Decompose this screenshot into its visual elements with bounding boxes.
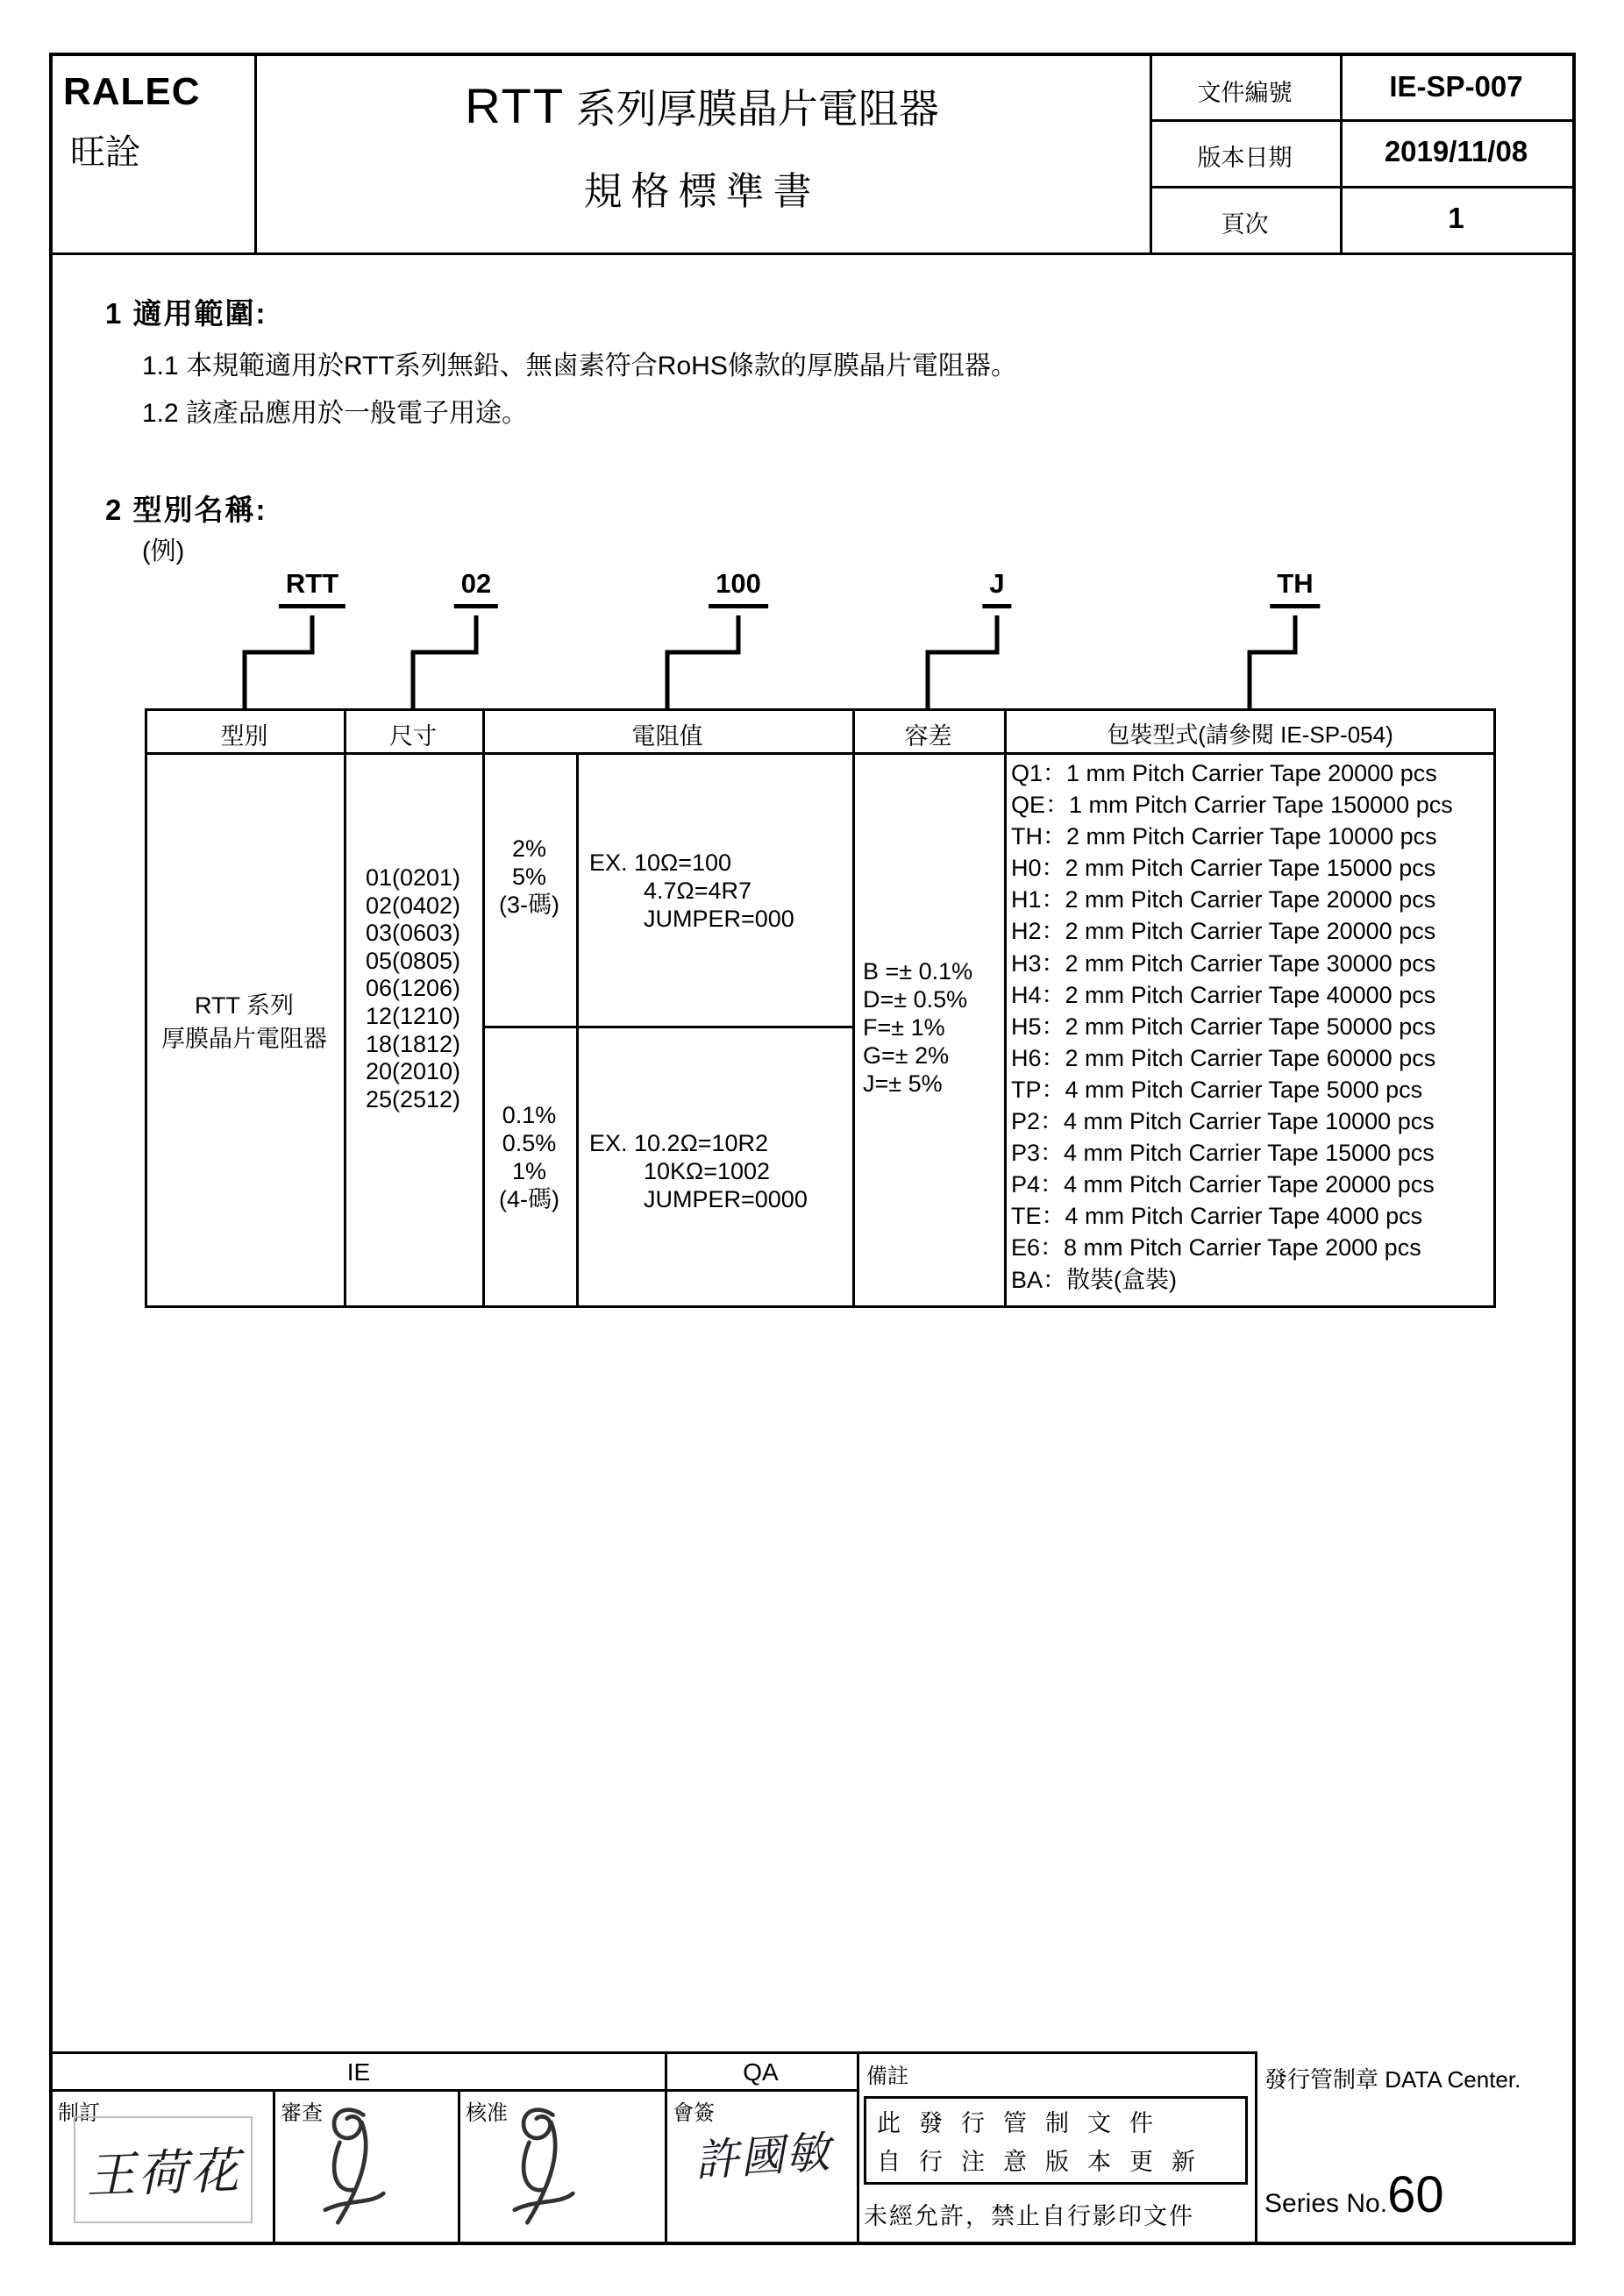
footer-divider-remark: [857, 2051, 859, 2244]
company-name-chinese: 旺詮: [70, 133, 140, 172]
packaging-list: [1011, 757, 1493, 1296]
size-item: 03(0603): [365, 920, 461, 947]
footer-header-line: [53, 2089, 857, 2092]
footer-remark-label: 備註: [866, 2065, 908, 2088]
tolerance-line: 2%: [511, 835, 547, 862]
footer-sign-divider-2: [458, 2089, 460, 2244]
packaging-item: TE：4 mm Pitch Carrier Tape 4000 pcs: [1011, 1203, 1423, 1230]
remark-line-2: 自行注意版本更新: [877, 2149, 1214, 2175]
page-no-label: 頁次: [1221, 211, 1269, 238]
code-label-packaging: TH: [1270, 568, 1320, 608]
resistance-mid-line: [482, 1026, 852, 1028]
remark-box: [864, 2096, 1248, 2185]
company-logo: RALEC: [63, 70, 201, 113]
version-date-label: 版本日期: [1197, 145, 1293, 171]
table-col-line-2: [482, 708, 485, 1308]
header-row-line-1: [1150, 119, 1572, 122]
size-list: [344, 864, 482, 1113]
packaging-item: Q1：1 mm Pitch Carrier Tape 20000 pcs: [1011, 760, 1437, 786]
tolerance-line: 0.1%: [502, 1102, 557, 1128]
model-example-label: (例): [142, 537, 185, 565]
page-no-value: 1: [1448, 202, 1464, 234]
footer-sign-divider-1: [273, 2089, 275, 2244]
scope-item-1: 1.1 本規範適用於RTT系列無鉛、無鹵素符合RoHS條款的厚膜晶片電阻器。: [142, 352, 1017, 380]
code-label-tolerance: J: [982, 568, 1011, 608]
document-subtitle: 規格標準書: [583, 170, 821, 213]
size-item: 06(1206): [365, 975, 461, 1002]
col-header-size: 尺寸: [389, 723, 437, 750]
tolerance-code-list: [863, 957, 972, 1098]
signature-stamp-box: [74, 2116, 253, 2223]
packaging-item: H2：2 mm Pitch Carrier Tape 20000 pcs: [1011, 918, 1436, 945]
version-date-value: 2019/11/08: [1384, 135, 1528, 167]
packaging-item: H3：2 mm Pitch Carrier Tape 30000 pcs: [1011, 949, 1436, 977]
resistance-3digit-examples: [589, 849, 794, 933]
tolerance-line: (4-碼): [499, 1186, 559, 1212]
packaging-item: H1：2 mm Pitch Carrier Tape 20000 pcs: [1011, 886, 1436, 913]
size-item: 02(0402): [365, 892, 461, 919]
example-line: JUMPER=0000: [644, 1186, 808, 1212]
scope-heading: 1 適用範圍:: [105, 297, 267, 330]
series-number: [1264, 2165, 1444, 2224]
size-item: 18(1812): [365, 1030, 461, 1057]
tolerance-line: 1%: [511, 1158, 547, 1184]
model-heading: 2 型別名稱:: [105, 494, 267, 526]
tolerance-line: (3-碼): [499, 892, 559, 918]
sign-label-approved: 核准: [466, 2101, 508, 2125]
title-series-code: RTT: [465, 78, 566, 133]
type-line-1: RTT 系列: [194, 992, 294, 1019]
series-value: 60: [1387, 2166, 1444, 2223]
tolerance-line: 5%: [511, 864, 547, 890]
signature-scribble-approver: [496, 2102, 588, 2239]
remark-line-1: 此發行管制文件: [877, 2110, 1172, 2136]
example-line: JUMPER=000: [644, 906, 794, 932]
col-header-packaging: 包裝型式(請參閱 IE-SP-054): [1107, 721, 1393, 748]
packaging-item: QE：1 mm Pitch Carrier Tape 150000 pcs: [1011, 792, 1453, 819]
example-line: 10KΩ=1002: [644, 1158, 771, 1184]
doc-no-value: IE-SP-007: [1389, 70, 1523, 103]
tolerance-code-item: J=± 5%: [863, 1070, 943, 1097]
tolerance-code-item: G=± 2%: [863, 1042, 950, 1069]
resistance-subcol-line: [576, 752, 579, 1308]
packaging-item: TP：4 mm Pitch Carrier Tape 5000 pcs: [1011, 1076, 1423, 1103]
signature-countersigner-wrap: [675, 2122, 851, 2185]
packaging-item: H0：2 mm Pitch Carrier Tape 15000 pcs: [1011, 855, 1436, 882]
packaging-item: P4：4 mm Pitch Carrier Tape 20000 pcs: [1011, 1171, 1435, 1198]
packaging-item: H4：2 mm Pitch Carrier Tape 40000 pcs: [1011, 981, 1436, 1008]
sign-label-reviewed: 審查: [281, 2101, 323, 2125]
packaging-item: P2：4 mm Pitch Carrier Tape 10000 pcs: [1011, 1108, 1435, 1135]
col-header-tolerance: 容差: [904, 723, 952, 750]
signature-scribble-reviewer: [307, 2102, 398, 2239]
header-bottom-line: [53, 252, 1572, 255]
example-line: EX. 10.2Ω=10R2: [589, 1130, 769, 1156]
document-title: [254, 77, 1150, 135]
footer-divider-stamp: [1255, 2051, 1257, 2244]
resistance-4digit-examples: [589, 1129, 808, 1213]
size-item: 12(1210): [365, 1002, 461, 1029]
col-header-resistance: 電阻值: [631, 723, 703, 750]
resistance-3digit-tolerances: [482, 835, 576, 919]
copy-notice: 未經允許，禁止自行影印文件: [864, 2203, 1194, 2229]
footer-ie-label: IE: [346, 2058, 371, 2086]
tolerance-line: 0.5%: [502, 1130, 557, 1156]
packaging-item: BA：散裝(盒裝): [1011, 1266, 1177, 1293]
packaging-item: E6：8 mm Pitch Carrier Tape 2000 pcs: [1011, 1234, 1421, 1262]
packaging-item: TH：2 mm Pitch Carrier Tape 10000 pcs: [1011, 823, 1437, 850]
tolerance-code-item: B =± 0.1%: [863, 958, 973, 985]
sign-label-countersign: 會簽: [673, 2101, 715, 2125]
packaging-item: H6：2 mm Pitch Carrier Tape 60000 pcs: [1011, 1044, 1436, 1071]
tolerance-code-item: D=± 0.5%: [863, 986, 968, 1013]
packaging-item: P3：4 mm Pitch Carrier Tape 15000 pcs: [1011, 1140, 1435, 1167]
table-col-line-4: [1004, 708, 1007, 1308]
release-stamp-label: 發行管制章 DATA Center.: [1264, 2066, 1521, 2093]
example-line: 4.7Ω=4R7: [644, 878, 752, 904]
sign-label-drafted: 制訂: [58, 2101, 100, 2125]
code-label-series: RTT: [279, 568, 345, 608]
signature-drafter: 王荷花: [84, 2143, 242, 2205]
footer-qa-label: QA: [743, 2058, 779, 2086]
table-col-line-3: [852, 708, 855, 1308]
code-label-size: 02: [454, 568, 498, 608]
series-label: Series No.: [1264, 2189, 1388, 2218]
title-series-text: 系列厚膜晶片電阻器: [565, 86, 939, 132]
type-cell: [145, 989, 344, 1056]
table-header-line: [145, 752, 1496, 755]
code-label-resistance: 100: [709, 568, 768, 608]
size-item: 01(0201): [365, 864, 461, 891]
footer-top-line: [53, 2051, 1255, 2054]
resistance-4digit-tolerances: [482, 1101, 576, 1213]
doc-no-label: 文件編號: [1197, 80, 1293, 106]
type-line-2: 厚膜晶片電阻器: [161, 1026, 327, 1052]
col-header-type: 型別: [220, 723, 268, 750]
signature-countersigner: 許國敏: [693, 2127, 834, 2186]
size-item: 05(0805): [365, 947, 461, 974]
size-item: 20(2010): [365, 1058, 461, 1085]
scope-item-2: 1.2 該產品應用於一般電子用途。: [142, 399, 529, 428]
example-line: EX. 10Ω=100: [589, 849, 732, 876]
packaging-item: H5：2 mm Pitch Carrier Tape 50000 pcs: [1011, 1013, 1436, 1040]
size-item: 25(2512): [365, 1085, 461, 1112]
tolerance-code-item: F=± 1%: [863, 1014, 945, 1041]
header-row-line-2: [1150, 186, 1572, 188]
